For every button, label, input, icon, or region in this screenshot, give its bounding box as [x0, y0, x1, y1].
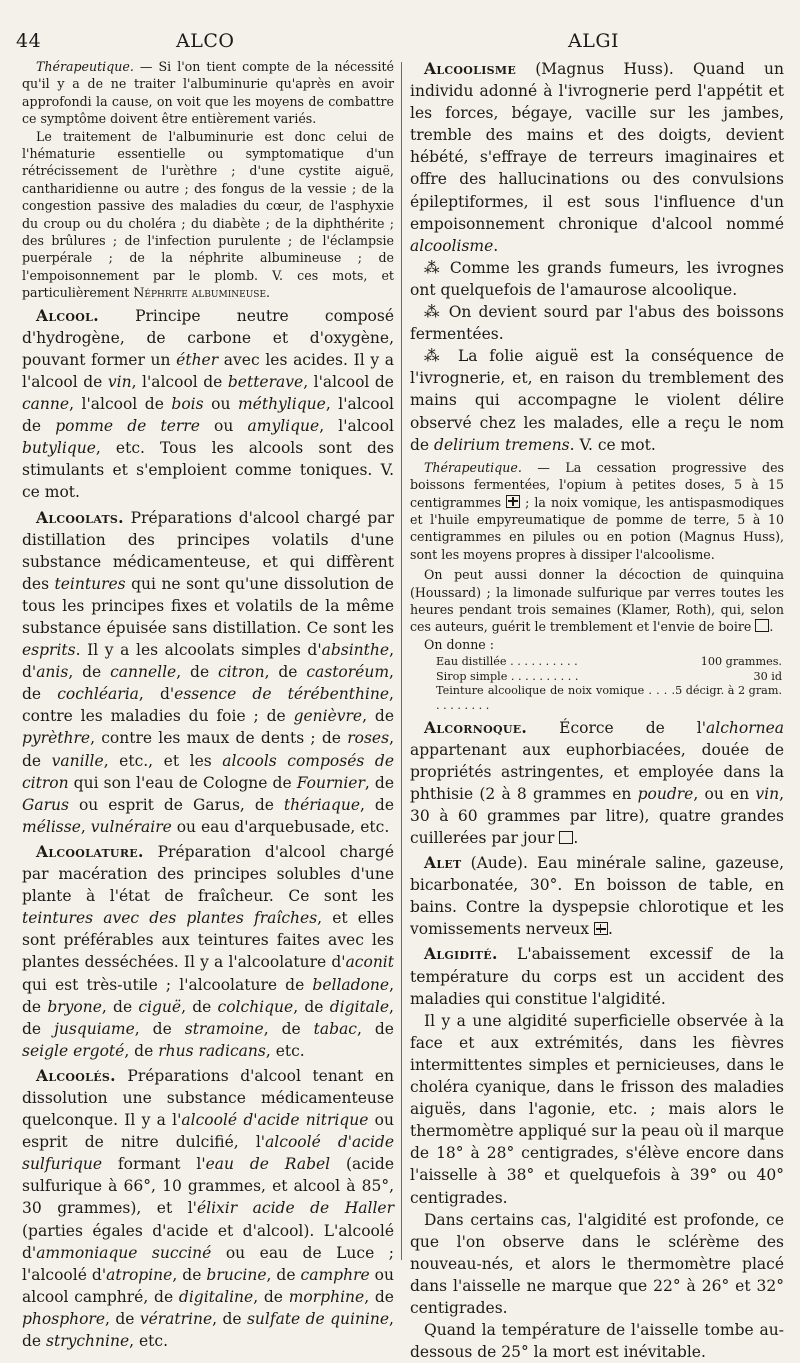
- algidite-profonde: Dans certains cas, l'algidité est profonde, ce que l'on observe dans le sclérème des nouveau-nés, et alors le thermomètre placé dans l'aisselle ne marque que 22° à 26° et 32° centigrades.: [410, 1210, 784, 1317]
- entry-headword: Algidité.: [424, 944, 498, 964]
- italic-term: stramoine: [184, 1019, 264, 1038]
- italic-term: méthylique: [237, 395, 326, 414]
- italic-term: cannelle: [110, 663, 177, 682]
- algidite-mort: Quand la température de l'aisselle tombe au-dessous de 25° la mort est inévitable.: [410, 1321, 784, 1362]
- recipe-ingredient: Teinture alcoolique de noix vomique . . . . . . . . . . . .: [436, 684, 676, 712]
- text-run: , contre les maladies du foie ; de: [22, 685, 394, 726]
- alcoolisme-quinquina: [410, 566, 784, 636]
- text-run: ,: [80, 817, 91, 836]
- italic-term: ciguë: [138, 997, 182, 1016]
- italic-term: seigle ergoté: [22, 1041, 125, 1060]
- boxed-square-icon: [559, 831, 573, 844]
- right-running-head: ALGI: [568, 30, 620, 52]
- italic-term: aconit: [345, 953, 394, 972]
- italic-term: rhus radicans: [158, 1041, 266, 1060]
- text-run: L'abaissement excessif de la température du corps est un accident des maladies qui constitue l'algidité.: [410, 945, 784, 1008]
- text-run: , l'alcool de: [131, 372, 228, 391]
- text-run: , de: [364, 773, 395, 792]
- albuminurie-therapeutique: [22, 58, 394, 128]
- italic-term: pyrèthre: [22, 729, 91, 748]
- recipe-ingredient: Eau distillée . . . . . . . . . .: [436, 655, 578, 669]
- text-run: . Il y a les alcoolats simples d': [75, 641, 322, 660]
- text-run: ou: [199, 417, 248, 436]
- entry-headword: Alcoolés.: [36, 1065, 116, 1085]
- on-donne-label: On donne :: [424, 636, 495, 652]
- text-run: (parties égales d'acide et d'alcool). L'alcoolé d': [22, 1221, 394, 1262]
- text-run: , de: [176, 663, 218, 682]
- entry-alcoolats: [22, 507, 394, 838]
- italic-term: vanille: [51, 751, 104, 770]
- text-run: qui ne sont qu'une dissolution de tous les principes fixes et volatils de la même substance épuisée sans distillation. Ce sont les: [22, 574, 394, 637]
- page-number: 44: [16, 30, 42, 52]
- italic-term: belladone: [312, 975, 390, 994]
- text-run: ou: [203, 395, 238, 414]
- text-run: qui est très-utile ; l'alcoolature de: [22, 975, 313, 994]
- text-run: , 30 à 60 grammes par litre), quatre grandes cuillerées par jour: [410, 784, 784, 847]
- italic-term: phosphore: [22, 1309, 106, 1328]
- column-divider: [401, 62, 402, 1260]
- italic-term: genièvre: [293, 707, 363, 726]
- text-run: , de: [101, 997, 139, 1016]
- italic-term: thériaque: [283, 795, 360, 814]
- text-run: Préparations d'alcool tenant en dissolution une substance médicamenteuse quelconque. Il y a l': [22, 1066, 394, 1130]
- text-run: , etc. Tous les alcools sont des stimulants et s'emploient comme toniques. V. ce mot.: [22, 439, 394, 502]
- text-run: , de: [360, 795, 395, 814]
- boxed-plus-icon: [506, 495, 520, 508]
- italic-term: jusquiame: [54, 1019, 135, 1038]
- text-run: , etc., et les: [103, 751, 223, 770]
- italic-term: eau de Rabel: [205, 1155, 331, 1174]
- text-run: , de: [364, 1287, 394, 1306]
- text-run: , l'alcool de: [22, 395, 394, 436]
- text-run: , de: [22, 1309, 394, 1350]
- recipe-amount: 100 grammes.: [700, 655, 782, 669]
- text-run: Écorce de l': [527, 718, 706, 737]
- italic-term: morphine: [288, 1287, 365, 1306]
- recipe-amount: 5 décigr. à 2 gram.: [675, 684, 782, 698]
- text-run: Néphrite albumineuse: [133, 285, 267, 301]
- text-run: Préparation d'alcool chargé par macération des principes solubles d'une plante à l'état de fraîcheur. Ce sont les: [22, 842, 394, 906]
- italic-term: digitale: [329, 997, 390, 1016]
- text-run: qui son l'eau de Cologne de: [68, 773, 297, 792]
- entry-algidite: [410, 943, 784, 1009]
- text-run: . V. ce mot.: [569, 435, 656, 454]
- text-run: Le traitement de l'albuminurie est donc celui de l'hématurie essentielle ou symptomatique d'un rétrécissement de l'urèthre ; d'une cystite aiguë, cantharidienne ou autre ; des fongus de la vessie ; de la congestion passive des maladies du cœur, de l'asphyxie du croup ou du choléra ; du diabète ; de la diphthérite ; des brûlures ; de l'infection purulente ; de l'éclampsie puerpérale ; de la néphrite albumineuse ; de l'empoisonnement par le plomb. V. ces mots, et particulièrement: [22, 128, 394, 301]
- italic-term: Thérapeutique.: [36, 59, 134, 74]
- entry-alcooles: [22, 1065, 394, 1352]
- text-run: , de: [22, 975, 394, 1016]
- text-run: , de: [22, 997, 394, 1038]
- entry-alcoolature: [22, 841, 394, 1062]
- text-run: , de: [362, 707, 395, 726]
- italic-term: ammoniaque succiné: [36, 1243, 212, 1262]
- text-run: ou eau de Luce ; l'alcoolé d': [22, 1243, 394, 1284]
- italic-term: Garus: [22, 795, 69, 814]
- text-run: , et elles sont préférables aux teintures faites avec les plantes desséchées. Il y a l'alcoolature d': [22, 909, 395, 972]
- text-run: .: [493, 236, 499, 255]
- recipe-amount: 30 id: [753, 669, 782, 683]
- text-run: .: [769, 619, 774, 635]
- recipe-row: [436, 684, 782, 713]
- text-run: , de: [293, 997, 330, 1016]
- alcoolisme-therapeutique: [410, 459, 784, 563]
- text-run: ou esprit de nitre dulcifié, l': [22, 1111, 394, 1152]
- italic-term: bois: [171, 395, 204, 414]
- italic-term: camphre: [300, 1265, 370, 1284]
- text-run: ou eau d'arquebusade, etc.: [171, 817, 390, 836]
- text-run: , de: [22, 663, 394, 704]
- recipe-row: [436, 670, 782, 685]
- italic-term: vératrine: [139, 1309, 213, 1328]
- text-run: .: [266, 285, 271, 301]
- italic-term: delirium tremens: [434, 435, 570, 454]
- text-run: — Si l'on tient compte de la nécessité qu'il y a de ne traiter l'albuminurie qu'après en avoir approfondi la cause, on voit que les moyens de combattre ce symptôme doivent être entièrement variés.: [22, 59, 394, 127]
- italic-term: butylique: [22, 439, 96, 458]
- text-run: , etc.: [129, 1332, 169, 1350]
- italic-term: bryone: [47, 997, 102, 1016]
- italic-term: canne: [22, 395, 70, 414]
- italic-term: Thérapeutique.: [424, 459, 522, 475]
- italic-term: sulfate de quinine: [246, 1309, 390, 1328]
- text-run: , de: [181, 997, 218, 1016]
- entry-alcool: [22, 305, 394, 504]
- text-run: , de: [68, 663, 111, 682]
- italic-term: esprits: [22, 641, 76, 660]
- italic-term: atropine: [106, 1265, 173, 1284]
- left-running-head: ALCO: [176, 30, 235, 52]
- boxed-plus-icon: [594, 922, 608, 935]
- italic-term: pomme de terre: [55, 417, 200, 436]
- italic-term: teintures avec des plantes fraîches: [22, 909, 318, 928]
- italic-term: élixir acide de Haller: [196, 1199, 394, 1218]
- italic-term: betterave: [227, 372, 304, 391]
- text-run: , l'alcool de: [303, 372, 394, 391]
- text-run: ou esprit de Garus, de: [68, 795, 284, 814]
- text-run: , l'alcool: [319, 417, 394, 436]
- text-run: appartenant aux euphorbiacées, douée de propriétés astringentes, et employée dans la phthisie (2 à 8 grammes en: [410, 740, 784, 803]
- text-run: , de: [134, 1019, 185, 1038]
- text-run: Préparations d'alcool chargé par distillation des principes volatils d'une substance médicamenteuse, et qui diffèrent des: [22, 508, 394, 593]
- text-run: , de: [264, 663, 307, 682]
- albuminurie-traitement: [22, 128, 394, 302]
- note-surdite: ⁂ On devient sourd par l'abus des boissons fermentées.: [410, 303, 784, 344]
- italic-term: citron: [217, 663, 265, 682]
- italic-term: alchornea: [706, 718, 784, 737]
- italic-term: mélisse: [22, 817, 81, 836]
- text-run: , l'alcool de: [69, 395, 172, 414]
- text-run: , de: [357, 1019, 394, 1038]
- italic-term: absinthe: [321, 641, 390, 660]
- recipe-ingredient: Sirop simple . . . . . . . . . .: [436, 669, 579, 683]
- text-run: , de: [253, 1287, 289, 1306]
- right-column: [410, 58, 784, 1363]
- text-run: ⁂ La folie aiguë est la conséquence de l'ivrognerie, et, en raison du tremblement des mains qui accompagne le violent délire observé chez les malades, elle a reçu le nom de: [410, 347, 784, 454]
- italic-term: amylique: [247, 417, 320, 436]
- italic-term: Fournier: [296, 773, 365, 792]
- text-run: .: [573, 829, 579, 847]
- italic-term: alcoolisme: [410, 236, 494, 255]
- text-run: On peut aussi donner la décoction de quinquina (Houssard) ; la limonade sulfurique par verres toutes les heures pendant trois semaines (Klamer, Roth), qui, selon ces auteurs, guérit le tremblement et l'envie de boire: [410, 567, 784, 635]
- italic-term: alcoolé d'acide sulfurique: [22, 1133, 394, 1174]
- entry-headword: Alcoolisme: [424, 59, 517, 78]
- entry-headword: Alcoolats.: [36, 507, 124, 527]
- text-run: (acide sulfurique à 66°, 10 grammes, et alcool à 85°, 30 grammes), et l': [22, 1155, 394, 1218]
- text-run: , de: [263, 1019, 314, 1038]
- italic-term: strychnine: [46, 1332, 130, 1350]
- entry-alcoolisme: [410, 58, 784, 257]
- text-run: , de: [266, 1265, 301, 1284]
- italic-term: anis: [36, 663, 69, 682]
- text-run: , de: [124, 1041, 159, 1060]
- italic-term: alcoolé d'acide nitrique: [181, 1111, 369, 1130]
- italic-term: éther: [176, 350, 219, 369]
- entry-headword: Alcoolature.: [36, 841, 144, 861]
- italic-term: vin: [107, 372, 132, 391]
- recipe-row: [436, 655, 782, 670]
- text-run: (Magnus Huss). Quand un individu adonné à l'ivrognerie perd l'appétit et les forces, bégaye, vacille sur les jambes, tremble des mains et des doigts, devient hébété, s'effraye de terreurs imaginaires et offre des hallucinations ou des convulsions épileptiformes, il est sous l'influence d'un empoisonnement chronique d'alcool nommé: [410, 60, 784, 233]
- italic-term: alcools composés de citron: [22, 751, 394, 792]
- italic-term: teintures: [54, 574, 126, 593]
- text-run: .: [607, 920, 613, 939]
- boxed-square-icon: [755, 619, 769, 632]
- italic-term: essence de térébenthine: [174, 685, 390, 704]
- text-run: ou alcool camphré, de: [22, 1265, 394, 1306]
- italic-term: cochléaria: [57, 685, 139, 704]
- text-run: , ou en: [693, 784, 756, 803]
- italic-term: roses: [347, 729, 390, 748]
- text-run: , de: [172, 1265, 207, 1284]
- text-run: , d': [138, 685, 175, 704]
- entry-headword: Alet: [424, 853, 462, 873]
- italic-term: castoréum: [306, 663, 390, 682]
- italic-term: tabac: [313, 1019, 357, 1038]
- text-run: , de: [22, 729, 394, 770]
- recipe-table: [436, 655, 782, 713]
- note-delirium: [410, 345, 784, 455]
- italic-term: vin: [755, 784, 780, 803]
- text-run: , d': [22, 641, 394, 682]
- entry-alet: [410, 852, 784, 940]
- italic-term: colchique: [217, 997, 294, 1016]
- italic-term: vulnéraire: [90, 817, 172, 836]
- entry-headword: Alcornoque.: [424, 717, 528, 737]
- italic-term: digitaline: [178, 1287, 254, 1306]
- entry-alcornoque: [410, 717, 784, 850]
- text-run: Principe neutre composé d'hydrogène, de carbone et d'oxygène, pouvant former un: [22, 306, 394, 369]
- text-run: , contre les maux de dents ; de: [90, 729, 348, 748]
- left-column: [22, 58, 394, 1352]
- text-run: — La cessation progressive des boissons fermentées, l'opium à petites doses, 5 à 15 centigrammes: [410, 459, 784, 510]
- text-run: , de: [105, 1309, 140, 1328]
- text-run: , de: [212, 1309, 247, 1328]
- italic-term: poudre: [637, 784, 694, 803]
- italic-term: brucine: [206, 1265, 267, 1284]
- text-run: formant l': [102, 1155, 206, 1174]
- text-run: avec les acides. Il y a l'alcool de: [22, 350, 394, 391]
- note-amaurose: ⁂ Comme les grands fumeurs, les ivrognes ont quelquefois de l'amaurose alcoolique.: [410, 258, 784, 299]
- text-run: ; la noix vomique, les antispasmodiques et l'huile empyreumatique de pomme de terre, 5 à 10 centigrammes en pilules ou en potion (Magnus Huss), sont les moyens propres à dissiper l'alcoolisme.: [410, 494, 784, 562]
- entry-headword: Alcool.: [36, 305, 99, 325]
- text-run: (Aude). Eau minérale saline, gazeuse, bicarbonatée, 30°. En boisson de table, en bains. Contre la dyspepsie chlorotique et les vomissements nerveux: [410, 854, 784, 939]
- text-run: , etc.: [265, 1041, 305, 1060]
- algidite-superficielle: Il y a une algidité superficielle observée à la face et aux extrémités, dans les fièvres intermittentes simples et pernicieuses, dans le choléra cyanique, dans le frisson des maladies aiguës, dans l'agonie, etc. ; mais alors le thermomètre appliqué sur la peau où il marque de 18° à 28° centigrades, s'élève encore dans l'aisselle à 38° et quelquefois à 39° ou 40° centigrades.: [410, 1011, 784, 1207]
